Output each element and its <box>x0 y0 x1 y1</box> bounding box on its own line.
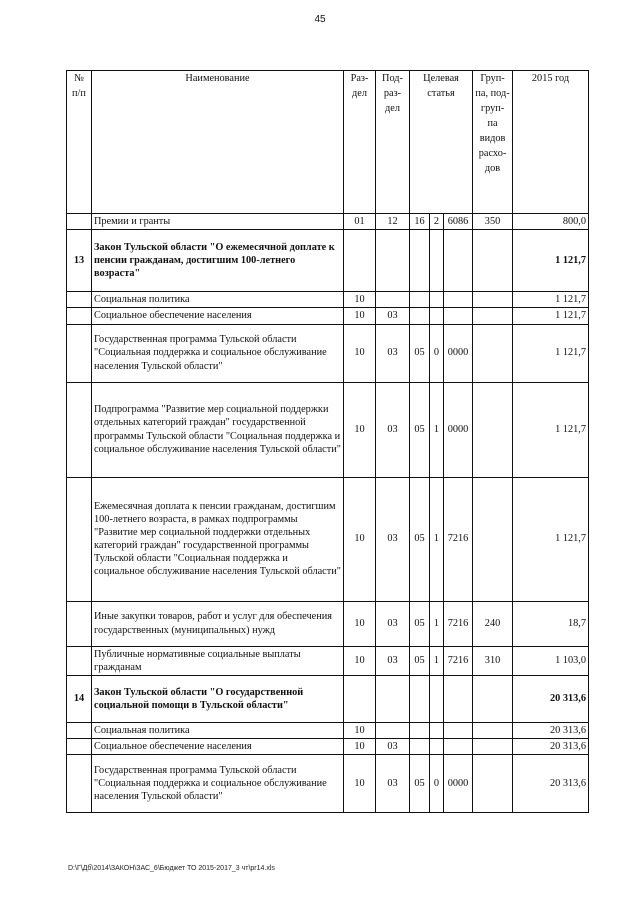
row-target-code: 7216 <box>444 477 473 601</box>
row-razdel: 10 <box>344 646 376 675</box>
row-razdel: 10 <box>344 292 376 308</box>
row-target-subprogram <box>430 292 444 308</box>
table-row <box>67 230 589 292</box>
row-number <box>67 601 92 646</box>
row-razdel: 10 <box>344 324 376 382</box>
row-target-code: 7216 <box>444 601 473 646</box>
table-row <box>67 382 589 477</box>
table-row <box>67 739 589 755</box>
row-amount: 20 313,6 <box>513 722 589 738</box>
file-path-footer: D:\Г\Дб\2014\ЗАКОН\ЗАС_6\Бюджет ТО 2015-2017_3 чт\pr14.xls <box>68 865 275 872</box>
row-target-subprogram: 1 <box>430 646 444 675</box>
row-razdel: 10 <box>344 477 376 601</box>
row-expense-group <box>473 739 513 755</box>
header-podrazdel: Под- раз- дел <box>376 71 410 214</box>
row-target-program <box>410 292 430 308</box>
row-name: Социальная политика <box>92 292 344 308</box>
row-podrazdel: 03 <box>376 477 410 601</box>
table-row <box>67 324 589 382</box>
row-target-subprogram <box>430 739 444 755</box>
row-target-program: 05 <box>410 477 430 601</box>
row-target-code <box>444 292 473 308</box>
row-podrazdel: 03 <box>376 646 410 675</box>
row-podrazdel: 03 <box>376 308 410 324</box>
row-name: Социальное обеспечение населения <box>92 739 344 755</box>
row-amount: 1 121,7 <box>513 382 589 477</box>
row-podrazdel: 03 <box>376 382 410 477</box>
row-podrazdel <box>376 675 410 722</box>
row-target-code: 6086 <box>444 214 473 230</box>
row-target-program: 16 <box>410 214 430 230</box>
row-number <box>67 646 92 675</box>
row-target-program: 05 <box>410 601 430 646</box>
row-name: Государственная программа Тульской области "Социальная поддержка и социальное обслуживание населения Тульской области" <box>92 755 344 813</box>
row-number <box>67 722 92 738</box>
row-target-program: 05 <box>410 646 430 675</box>
row-target-program <box>410 739 430 755</box>
table-body <box>67 214 589 813</box>
row-target-subprogram <box>430 675 444 722</box>
row-expense-group <box>473 324 513 382</box>
row-number <box>67 755 92 813</box>
row-name: Государственная программа Тульской области "Социальная поддержка и социальное обслуживание населения Тульской области" <box>92 324 344 382</box>
row-expense-group <box>473 722 513 738</box>
row-number <box>67 477 92 601</box>
row-amount: 1 121,7 <box>513 324 589 382</box>
row-razdel: 10 <box>344 722 376 738</box>
row-amount: 1 121,7 <box>513 477 589 601</box>
row-expense-group <box>473 675 513 722</box>
row-target-program <box>410 675 430 722</box>
row-target-code <box>444 722 473 738</box>
row-expense-group <box>473 230 513 292</box>
row-podrazdel <box>376 292 410 308</box>
row-target-subprogram: 2 <box>430 214 444 230</box>
row-target-code: 0000 <box>444 755 473 813</box>
header-group: Груп- па, под- груп- па видов расхо- дов <box>473 71 513 214</box>
row-target-subprogram: 0 <box>430 755 444 813</box>
row-expense-group <box>473 292 513 308</box>
page-number: 45 <box>314 14 326 25</box>
row-name: Закон Тульской области "О ежемесячной доплате к пенсии гражданам, достигшим 100-летнего возраста" <box>92 230 344 292</box>
row-number <box>67 214 92 230</box>
row-amount: 1 103,0 <box>513 646 589 675</box>
row-podrazdel: 03 <box>376 601 410 646</box>
table-row <box>67 675 589 722</box>
header-razdel: Раз- дел <box>344 71 376 214</box>
row-podrazdel: 03 <box>376 755 410 813</box>
row-razdel: 10 <box>344 308 376 324</box>
row-number <box>67 739 92 755</box>
row-target-subprogram: 1 <box>430 601 444 646</box>
row-expense-group: 240 <box>473 601 513 646</box>
row-target-code: 0000 <box>444 382 473 477</box>
row-target-code <box>444 230 473 292</box>
row-number: 14 <box>67 675 92 722</box>
row-expense-group <box>473 755 513 813</box>
row-expense-group <box>473 308 513 324</box>
row-name: Премии и гранты <box>92 214 344 230</box>
row-razdel <box>344 230 376 292</box>
row-razdel: 10 <box>344 739 376 755</box>
row-name: Подпрограмма "Развитие мер социальной поддержки отдельных категорий граждан" государственной программы Тульской области "Социальная поддержка и социальное обслуживание населения Тульской области" <box>92 382 344 477</box>
row-target-subprogram: 1 <box>430 382 444 477</box>
row-name: Иные закупки товаров, работ и услуг для обеспечения государственных (муниципальных) нужд <box>92 601 344 646</box>
row-target-program <box>410 230 430 292</box>
row-number <box>67 292 92 308</box>
header-name: Наименование <box>92 71 344 214</box>
row-name: Социальная политика <box>92 722 344 738</box>
row-target-code: 7216 <box>444 646 473 675</box>
row-target-code <box>444 739 473 755</box>
row-amount: 1 121,7 <box>513 292 589 308</box>
row-target-subprogram <box>430 722 444 738</box>
row-expense-group <box>473 477 513 601</box>
row-target-code <box>444 308 473 324</box>
row-amount: 1 121,7 <box>513 230 589 292</box>
table-row <box>67 755 589 813</box>
row-target-program: 05 <box>410 755 430 813</box>
row-amount: 20 313,6 <box>513 739 589 755</box>
row-podrazdel: 12 <box>376 214 410 230</box>
header-year: 2015 год <box>513 71 589 214</box>
table-row <box>67 214 589 230</box>
row-amount: 1 121,7 <box>513 308 589 324</box>
row-expense-group: 310 <box>473 646 513 675</box>
row-target-subprogram: 0 <box>430 324 444 382</box>
header-num: № п/п <box>67 71 92 214</box>
row-target-subprogram <box>430 308 444 324</box>
row-number <box>67 382 92 477</box>
row-number <box>67 324 92 382</box>
table-row <box>67 477 589 601</box>
row-name: Закон Тульской области "О государственной социальной помощи в Тульской области" <box>92 675 344 722</box>
table-row <box>67 292 589 308</box>
row-target-program: 05 <box>410 382 430 477</box>
row-amount: 18,7 <box>513 601 589 646</box>
row-expense-group <box>473 382 513 477</box>
row-name: Публичные нормативные социальные выплаты гражданам <box>92 646 344 675</box>
header-target: Целевая статья <box>410 71 473 214</box>
table-row <box>67 646 589 675</box>
table-row <box>67 722 589 738</box>
row-razdel: 01 <box>344 214 376 230</box>
row-podrazdel: 03 <box>376 739 410 755</box>
row-target-program <box>410 308 430 324</box>
row-razdel <box>344 675 376 722</box>
table-header-row <box>67 71 589 214</box>
row-amount: 800,0 <box>513 214 589 230</box>
row-target-program: 05 <box>410 324 430 382</box>
row-name: Ежемесячная доплата к пенсии гражданам, достигшим 100-летнего возраста, в рамках подпрограммы "Развитие мер социальной поддержки отдельных категорий граждан" государственной программы Тульской области "Социальная поддержка и социальное обслуживание населения Тульской области" <box>92 477 344 601</box>
row-expense-group: 350 <box>473 214 513 230</box>
row-target-subprogram: 1 <box>430 477 444 601</box>
row-podrazdel <box>376 230 410 292</box>
row-target-program <box>410 722 430 738</box>
table-row <box>67 601 589 646</box>
row-podrazdel: 03 <box>376 324 410 382</box>
table-row <box>67 308 589 324</box>
row-razdel: 10 <box>344 382 376 477</box>
row-razdel: 10 <box>344 755 376 813</box>
row-amount: 20 313,6 <box>513 755 589 813</box>
row-name: Социальное обеспечение населения <box>92 308 344 324</box>
row-razdel: 10 <box>344 601 376 646</box>
row-target-code: 0000 <box>444 324 473 382</box>
row-target-code <box>444 675 473 722</box>
row-number: 13 <box>67 230 92 292</box>
budget-table <box>66 70 589 813</box>
row-podrazdel <box>376 722 410 738</box>
row-number <box>67 308 92 324</box>
row-target-subprogram <box>430 230 444 292</box>
row-amount: 20 313,6 <box>513 675 589 722</box>
